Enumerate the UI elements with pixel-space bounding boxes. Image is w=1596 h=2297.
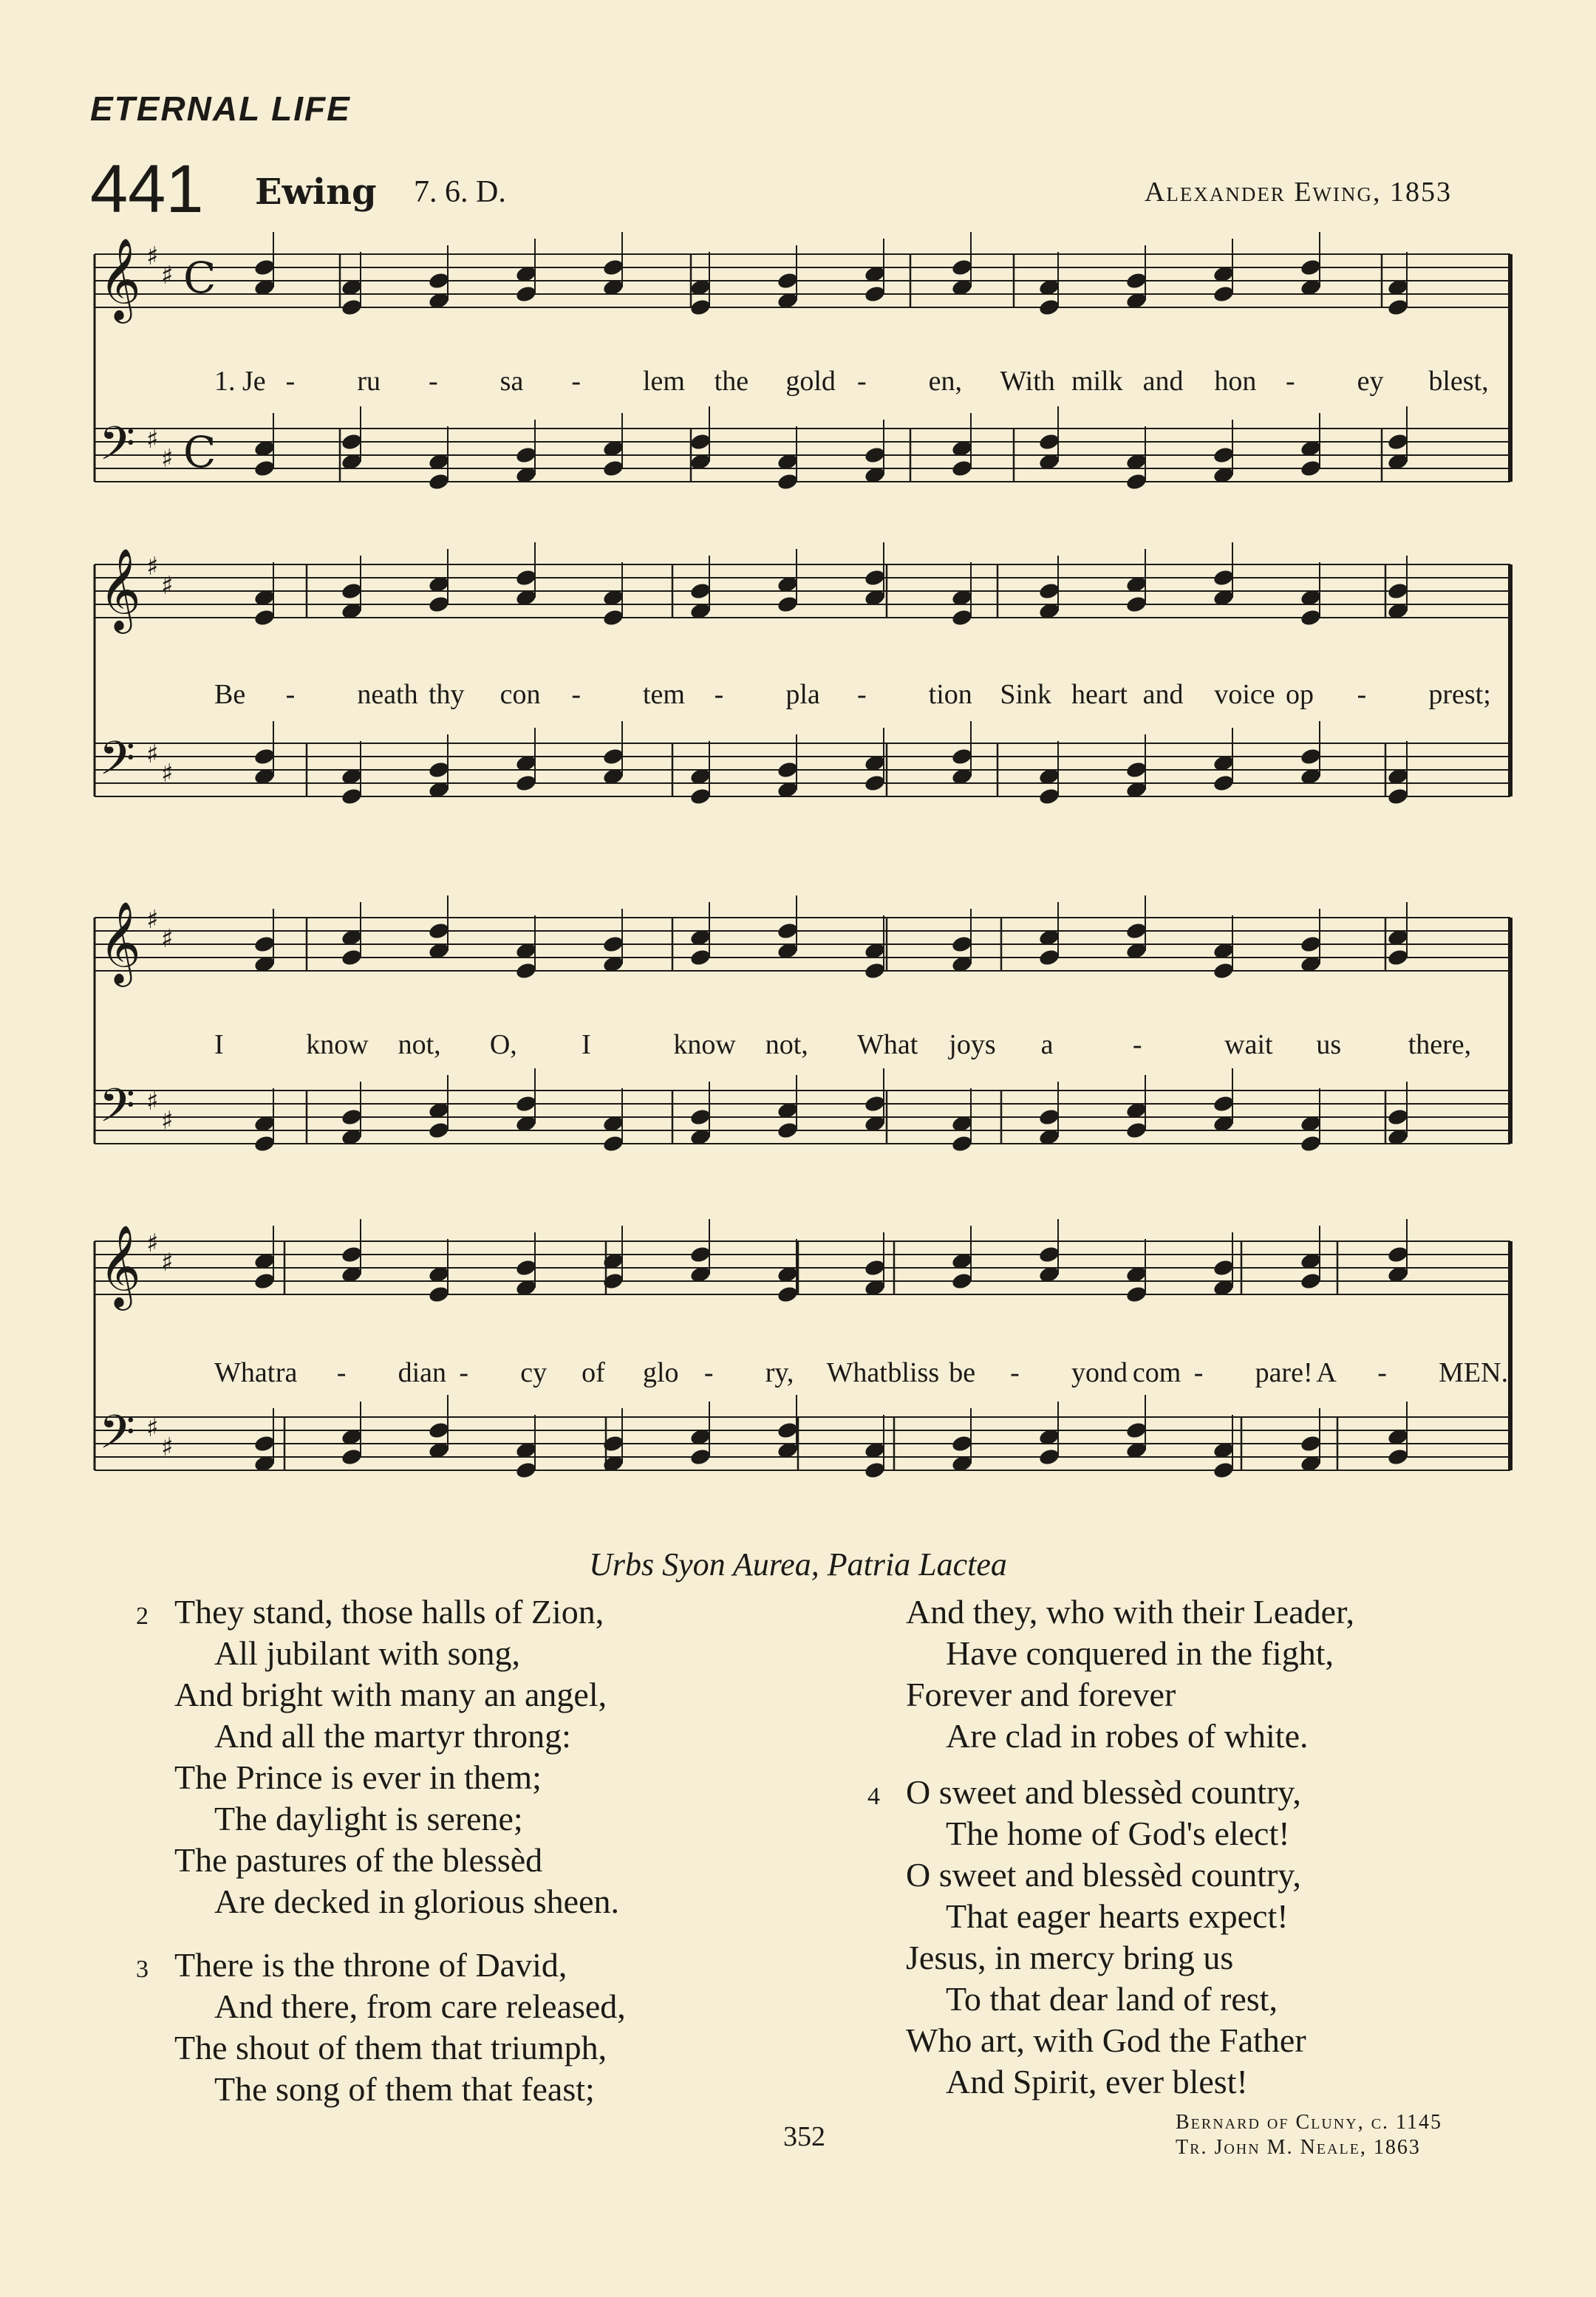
lyric-syllable: ry, <box>765 1357 794 1388</box>
stanza-line: The shout of them that triumph, <box>174 2029 607 2066</box>
sharp-icon: ♯ <box>161 571 174 601</box>
lyric-syllable: milk <box>1071 366 1123 397</box>
stanza-line: They stand, those halls of Zion, <box>174 1593 604 1631</box>
sharp-icon: ♯ <box>146 425 159 454</box>
notehead-icon <box>253 1272 276 1291</box>
lyric-syllable: know <box>673 1029 736 1060</box>
treble-clef-icon: 𝄞 <box>99 237 141 320</box>
section-title: ETERNAL LIFE <box>90 89 351 128</box>
notehead-icon <box>1213 774 1235 793</box>
treble-clef-icon: 𝄞 <box>99 1224 141 1307</box>
notehead-icon <box>864 1258 887 1277</box>
notehead-icon <box>951 608 974 627</box>
notehead-icon <box>1125 921 1148 941</box>
notehead-icon <box>253 1134 276 1153</box>
notehead-icon <box>1038 1107 1061 1127</box>
notehead-icon <box>1213 446 1235 465</box>
lyric-syllable: sa <box>499 366 524 397</box>
notehead-icon <box>253 747 276 766</box>
notehead-icon <box>1213 568 1235 587</box>
notehead-icon <box>341 1447 364 1467</box>
sharp-icon: ♯ <box>161 444 174 474</box>
notehead-icon <box>864 774 887 793</box>
notehead-icon <box>341 787 364 806</box>
notehead-icon <box>428 472 451 491</box>
sharp-icon: ♯ <box>146 1229 159 1258</box>
lyric-syllable: pla <box>785 679 820 710</box>
sharp-icon: ♯ <box>161 261 174 290</box>
notehead-icon <box>1125 595 1148 614</box>
notehead-icon <box>428 595 451 614</box>
notehead-icon <box>777 760 799 779</box>
notehead-icon <box>689 298 712 317</box>
notehead-icon <box>1300 1134 1323 1153</box>
treble-clef-icon: 𝄞 <box>99 547 141 630</box>
notehead-icon <box>428 921 451 941</box>
sharp-icon: ♯ <box>161 924 174 954</box>
notehead-icon <box>341 1245 364 1264</box>
bass-clef-icon: 𝄢 <box>99 1405 135 1470</box>
lyric-syllable: What <box>857 1029 918 1060</box>
lyric-syllable: hon <box>1214 366 1257 397</box>
notehead-icon <box>1125 760 1148 779</box>
notehead-icon <box>777 921 799 941</box>
lyric-syllable: tem <box>643 679 685 710</box>
lyric-syllable: - <box>714 679 724 710</box>
notehead-icon <box>777 472 799 491</box>
lyric-syllable: What <box>826 1357 887 1388</box>
notehead-icon <box>428 1121 451 1140</box>
composer-credit: Alexander Ewing, 1853 <box>1144 177 1452 208</box>
notehead-icon <box>515 284 538 304</box>
lyric-syllable: com <box>1132 1357 1181 1388</box>
notehead-icon <box>689 1107 712 1127</box>
notehead-icon <box>1387 1107 1410 1127</box>
notehead-icon <box>864 568 887 587</box>
stanza-line: Who art, with God the Father <box>906 2021 1306 2059</box>
stanza-line: And Spirit, ever blest! <box>946 2063 1248 2100</box>
lyric-syllable: know <box>306 1029 369 1060</box>
lyric-syllable: ru <box>357 366 381 397</box>
notehead-icon <box>1125 1285 1148 1304</box>
bass-clef-icon: 𝄢 <box>99 731 135 796</box>
lyric-syllable: and <box>1142 366 1184 397</box>
notehead-icon <box>864 284 887 304</box>
notehead-icon <box>1300 935 1323 954</box>
stanza-number: 2 <box>136 1603 149 1630</box>
notehead-icon <box>602 747 625 766</box>
lyric-syllable: With <box>1000 366 1055 397</box>
notehead-icon <box>1038 298 1061 317</box>
notehead-icon <box>341 298 364 317</box>
lyric-syllable: there, <box>1408 1029 1472 1060</box>
bass-clef-icon: 𝄢 <box>99 1078 135 1144</box>
notehead-icon <box>253 608 276 627</box>
notehead-icon <box>951 747 974 766</box>
lyric-syllable: prest; <box>1428 679 1491 710</box>
notehead-icon <box>1300 747 1323 766</box>
notehead-icon <box>951 935 974 954</box>
notehead-icon <box>1387 432 1410 451</box>
notehead-icon <box>1213 1461 1235 1480</box>
notehead-icon <box>1387 298 1410 317</box>
notehead-icon <box>1387 1447 1410 1467</box>
notehead-icon <box>428 1285 451 1304</box>
stanza-3 <box>136 1945 626 2110</box>
sharp-icon: ♯ <box>146 740 159 769</box>
notehead-icon <box>1300 1434 1323 1453</box>
bass-clef-icon: 𝄢 <box>99 416 135 482</box>
stanza-line: That eager hearts expect! <box>946 1897 1289 1935</box>
stanza-line: And they, who with their Leader, <box>906 1593 1355 1631</box>
notehead-icon <box>1125 1421 1148 1440</box>
notehead-icon <box>1300 258 1323 277</box>
stanza-line: Forever and forever <box>906 1676 1176 1713</box>
notehead-icon <box>951 1134 974 1153</box>
lyric-syllable: heart <box>1071 679 1128 710</box>
lyric-syllable: I <box>214 1029 224 1060</box>
stanza-3-continued <box>906 1591 1354 1757</box>
notehead-icon <box>602 258 625 277</box>
notehead-icon <box>602 608 625 627</box>
lyric-syllable: and <box>1142 679 1184 710</box>
lyric-syllable: not, <box>765 1029 808 1060</box>
notehead-icon <box>515 1094 538 1113</box>
latin-title: Urbs Syon Aurea, Patria Lactea <box>589 1546 1007 1583</box>
notehead-icon <box>689 1447 712 1467</box>
notehead-icon <box>1387 787 1410 806</box>
sharp-icon: ♯ <box>161 1248 174 1277</box>
notehead-icon <box>341 581 364 601</box>
sharp-icon: ♯ <box>146 1413 159 1443</box>
stanza-2 <box>136 1591 620 1922</box>
stanza-line: The pastures of the blessèd <box>174 1841 543 1879</box>
lyric-syllable: bliss <box>887 1357 940 1388</box>
notehead-icon <box>1038 787 1061 806</box>
notehead-icon <box>515 774 538 793</box>
stanza-number: 3 <box>136 1956 149 1983</box>
notehead-icon <box>602 935 625 954</box>
lyric-line <box>0 678 1596 720</box>
notehead-icon <box>253 1434 276 1453</box>
notehead-icon <box>253 258 276 277</box>
stanza-line: Have conquered in the fight, <box>946 1634 1334 1672</box>
notehead-icon <box>777 1421 799 1440</box>
lyric-syllable: - <box>1377 1357 1387 1388</box>
lyric-syllable: Be <box>214 679 246 710</box>
stanza-line: To that dear land of rest, <box>946 1980 1278 2018</box>
notehead-icon <box>1387 581 1410 601</box>
lyric-syllable: op <box>1286 679 1314 710</box>
translator-credit: Tr. John M. Neale, 1863 <box>1176 2136 1421 2159</box>
notehead-icon <box>428 760 451 779</box>
lyric-syllable: - <box>571 679 581 710</box>
stanza-number: 4 <box>867 1783 880 1810</box>
lyric-syllable: wait <box>1224 1029 1273 1060</box>
lyric-syllable: ey <box>1357 366 1384 397</box>
notehead-icon <box>428 271 451 290</box>
notehead-icon <box>1213 1094 1235 1113</box>
lyric-syllable: joys <box>949 1029 996 1060</box>
lyric-syllable: - <box>1132 1029 1142 1060</box>
notehead-icon <box>428 1421 451 1440</box>
notehead-icon <box>777 271 799 290</box>
stanza-line: The daylight is serene; <box>214 1800 523 1837</box>
notehead-icon <box>1125 271 1148 290</box>
notehead-icon <box>1213 284 1235 304</box>
common-time-icon: C <box>183 427 216 477</box>
lyric-syllable: lem <box>643 366 685 397</box>
notehead-icon <box>1038 948 1061 967</box>
lyric-syllable: con <box>499 679 541 710</box>
notehead-icon <box>341 432 364 451</box>
page-number: 352 <box>783 2121 825 2152</box>
lyric-syllable: MEN. <box>1439 1357 1509 1388</box>
notehead-icon <box>689 432 712 451</box>
notehead-icon <box>777 595 799 614</box>
lyric-syllable: us <box>1316 1029 1342 1060</box>
notehead-icon <box>602 459 625 478</box>
notehead-icon <box>1300 459 1323 478</box>
lyric-syllable: en, <box>928 366 963 397</box>
stanza-line: Are decked in glorious sheen. <box>214 1883 620 1920</box>
notehead-icon <box>1300 1272 1323 1291</box>
lyric-syllable: tion <box>928 679 972 710</box>
lyric-syllable: dian <box>398 1357 446 1388</box>
lyric-syllable: 1. Je <box>214 366 266 397</box>
lyric-syllable: - <box>1193 1357 1204 1388</box>
lyric-syllable: yond <box>1071 1357 1128 1388</box>
notehead-icon <box>1038 1245 1061 1264</box>
notehead-icon <box>1213 1258 1235 1277</box>
sharp-icon: ♯ <box>161 1106 174 1136</box>
notehead-icon <box>777 1285 799 1304</box>
lyric-syllable: - <box>1357 679 1367 710</box>
stanza-4 <box>867 1772 1306 2103</box>
notehead-icon <box>341 1107 364 1127</box>
notehead-icon <box>689 787 712 806</box>
lyric-syllable: - <box>285 679 296 710</box>
notehead-icon <box>864 961 887 980</box>
notehead-icon <box>1038 581 1061 601</box>
sharp-icon: ♯ <box>161 1433 174 1462</box>
lyric-syllable: glo <box>643 1357 679 1388</box>
lyric-syllable: I <box>582 1029 591 1060</box>
notehead-icon <box>1125 1121 1148 1140</box>
common-time-icon: C <box>183 253 216 303</box>
notehead-icon <box>951 459 974 478</box>
attribution <box>1176 2110 1442 2160</box>
notehead-icon <box>1038 1447 1061 1467</box>
notehead-icon <box>341 948 364 967</box>
lyric-syllable: neath <box>357 679 418 710</box>
notehead-icon <box>864 446 887 465</box>
notehead-icon <box>1038 432 1061 451</box>
lyric-syllable: - <box>285 366 296 397</box>
lyric-syllable: of <box>582 1357 605 1388</box>
lyric-syllable: - <box>571 366 581 397</box>
notehead-icon <box>951 1434 974 1453</box>
lyric-syllable: O, <box>489 1029 517 1060</box>
notehead-icon <box>515 961 538 980</box>
lyric-syllable: What <box>214 1357 276 1388</box>
notehead-icon <box>253 459 276 478</box>
notehead-icon <box>864 1094 887 1113</box>
lyric-syllable: the <box>714 366 749 397</box>
stanza-line: All jubilant with song, <box>214 1634 520 1672</box>
lyric-syllable: not, <box>398 1029 441 1060</box>
stanza-line: And all the martyr throng: <box>214 1717 571 1755</box>
notehead-icon <box>515 568 538 587</box>
notehead-icon <box>777 1121 799 1140</box>
notehead-icon <box>515 1258 538 1277</box>
tune-name: Ewing <box>255 171 377 213</box>
stanza-line: There is the throne of David, <box>174 1946 567 1984</box>
stanza-line: Jesus, in mercy bring us <box>906 1939 1234 1976</box>
sharp-icon: ♯ <box>161 759 174 788</box>
lyric-syllable: a <box>1040 1029 1054 1060</box>
stanza-line: The song of them that feast; <box>214 2070 595 2108</box>
sharp-icon: ♯ <box>146 1087 159 1116</box>
hymn-number: 441 <box>90 151 204 227</box>
lyric-line <box>0 1356 1596 1398</box>
notehead-icon <box>951 258 974 277</box>
lyric-syllable: - <box>857 366 867 397</box>
stanza-line: And there, from care released, <box>214 1987 626 2025</box>
lyric-syllable: - <box>1286 366 1295 397</box>
lyric-syllable: - <box>703 1357 714 1388</box>
lyric-syllable: - <box>857 679 867 710</box>
lyric-syllable: thy <box>429 679 465 710</box>
lyric-syllable: A <box>1316 1357 1337 1388</box>
notehead-icon <box>1387 948 1410 967</box>
stanza-line: Are clad in robes of white. <box>946 1717 1309 1755</box>
lyric-syllable: blest, <box>1428 366 1489 397</box>
notehead-icon <box>515 446 538 465</box>
sharp-icon: ♯ <box>146 242 159 271</box>
author-credit: Bernard of Cluny, c. 1145 <box>1176 2111 1442 2134</box>
stanza-line: The Prince is ever in them; <box>174 1758 542 1796</box>
lyric-syllable: ra <box>275 1357 298 1388</box>
notehead-icon <box>689 948 712 967</box>
lyric-syllable: cy <box>520 1357 548 1388</box>
lyric-line <box>0 1028 1596 1070</box>
notehead-icon <box>1387 1245 1410 1264</box>
sharp-icon: ♯ <box>146 905 159 935</box>
notehead-icon <box>689 1245 712 1264</box>
notehead-icon <box>1213 961 1235 980</box>
notehead-icon <box>253 935 276 954</box>
stanza-line: The home of God's elect! <box>946 1815 1290 1852</box>
lyric-syllable: gold <box>785 366 836 397</box>
stanza-line: O sweet and blessèd country, <box>906 1856 1301 1894</box>
stanza-line: O sweet and blessèd country, <box>906 1773 1301 1811</box>
sharp-icon: ♯ <box>146 552 159 581</box>
notehead-icon <box>864 1461 887 1480</box>
lyric-line <box>0 365 1596 406</box>
lyric-syllable: Sink <box>1000 679 1052 710</box>
lyric-syllable: pare! <box>1255 1357 1313 1388</box>
lyric-syllable: - <box>429 366 438 397</box>
meter: 7. 6. D. <box>414 175 506 209</box>
lyric-syllable: - <box>459 1357 469 1388</box>
notehead-icon <box>602 1134 625 1153</box>
notehead-icon <box>689 581 712 601</box>
notehead-icon <box>1300 608 1323 627</box>
stanza-line: And bright with many an angel, <box>174 1676 607 1713</box>
lyric-syllable: voice <box>1214 679 1275 710</box>
lyric-syllable: be <box>949 1357 976 1388</box>
notehead-icon <box>515 1461 538 1480</box>
lyric-syllable: - <box>336 1357 347 1388</box>
treble-clef-icon: 𝄞 <box>99 901 141 983</box>
notehead-icon <box>1125 472 1148 491</box>
notehead-icon <box>951 1272 974 1291</box>
lyric-syllable: - <box>1010 1357 1020 1388</box>
